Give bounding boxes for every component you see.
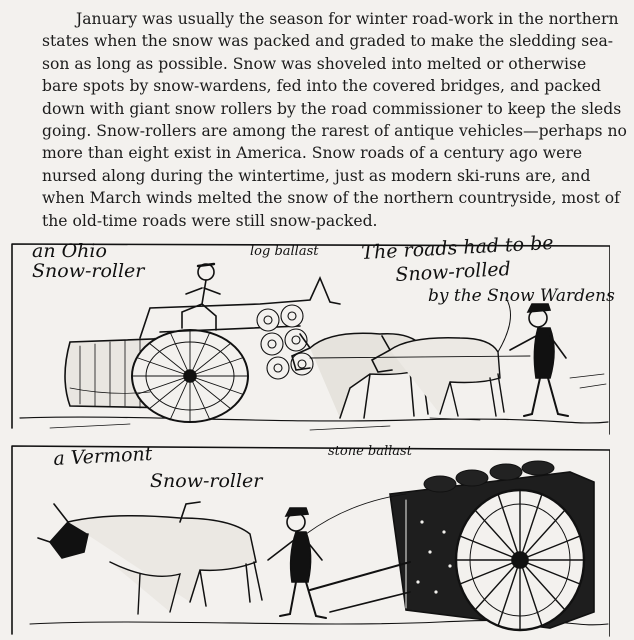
body-paragraph — [42, 8, 634, 232]
paragraph-line: down with giant snow rollers by the road commissioner to keep the sleds — [42, 99, 622, 118]
illustration-vermont-snow-roller — [10, 442, 610, 638]
paragraph-line: more than eight exist in America. Snow roads of a century ago were — [42, 144, 583, 163]
paragraph-line: nursed along during the wintertime, just as modern ski-runs are, and — [42, 166, 591, 185]
label-snow-roller-vermont: Snow-roller — [150, 470, 263, 492]
label-roads-had-to-be: The roads had to be — [360, 231, 555, 264]
label-a-vermont: a Vermont — [52, 442, 153, 470]
label-snow-roller-ohio: Snow-roller — [32, 260, 145, 282]
paragraph-line: son as long as possible. Snow was shoveled into melted or otherwise — [42, 54, 587, 73]
paragraph-line: bare spots by snow-wardens, fed into the covered bridges, and packed — [42, 77, 601, 96]
paragraph-line: January was usually the season for winter road-work in the northern — [76, 10, 619, 28]
paragraph-line: when March winds melted the snow of the northern countryside, most of — [42, 189, 620, 208]
paragraph-line: going. Snow-rollers are among the rarest of antique vehicles—perhaps no — [42, 122, 627, 141]
label-by-snow-wardens: by the Snow Wardens — [428, 286, 615, 306]
vermont-snow-roller-drawing — [10, 442, 610, 638]
paragraph-line: the old-time roads were still snow-packed. — [42, 211, 378, 230]
label-snow-rolled: Snow-rolled — [394, 257, 512, 286]
illustration-ohio-snow-roller — [10, 231, 615, 438]
label-an-ohio: an Ohio — [32, 240, 107, 262]
label-stone-ballast: stone ballast — [328, 444, 412, 459]
paragraph-line: states when the snow was packed and graded to make the sledding sea- — [42, 32, 614, 51]
label-log-ballast: log ballast — [250, 244, 319, 259]
